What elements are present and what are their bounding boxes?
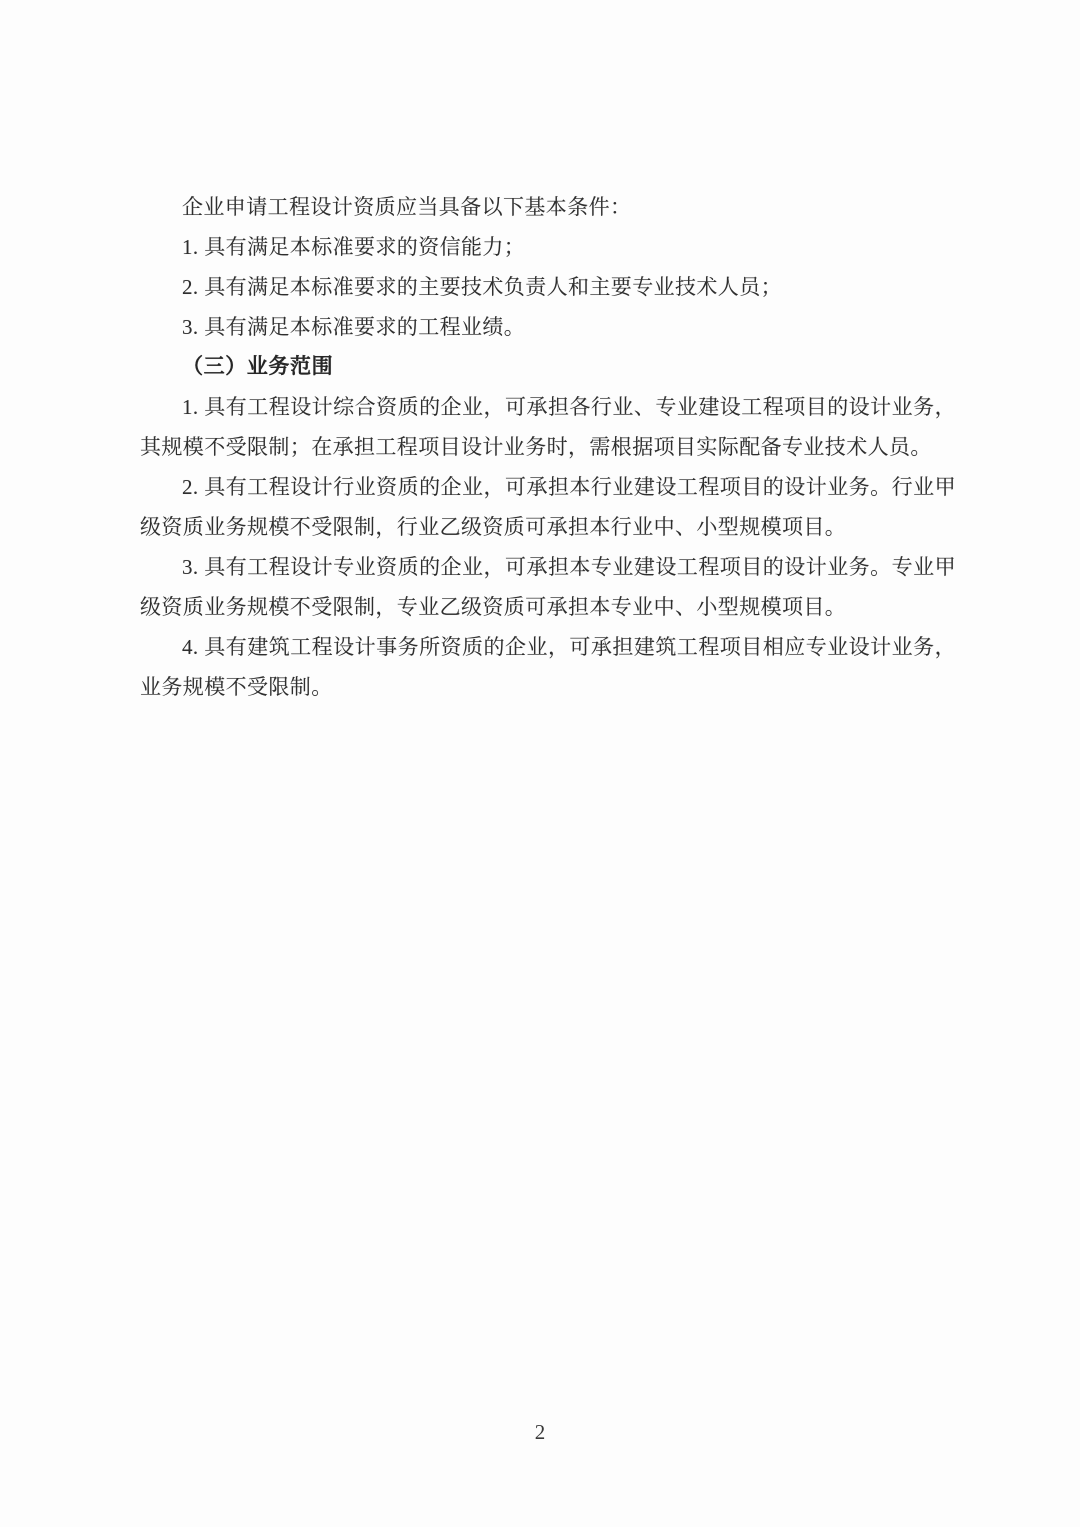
intro-paragraph: 企业申请工程设计资质应当具备以下基本条件： — [182, 195, 632, 219]
basic-condition-item-2: 2. 具有满足本标准要求的主要技术负责人和主要专业技术人员； — [182, 275, 782, 299]
scope-item-4: 4. 具有建筑工程设计事务所资质的企业，可承担建筑工程项目相应专业设计业务，业务规模不受限制。 — [140, 635, 956, 699]
page-number: 2 — [534, 1420, 546, 1444]
scope-item-2: 2. 具有工程设计行业资质的企业，可承担本行业建设工程项目的设计业务。行业甲级资质业务规模不受限制，行业乙级资质可承担本行业中、小型规模项目。 — [140, 475, 956, 539]
scope-item-1: 1. 具有工程设计综合资质的企业，可承担各行业、专业建设工程项目的设计业务，其规模不受限制；在承担工程项目设计业务时，需根据项目实际配备专业技术人员。 — [140, 395, 956, 459]
document-body — [140, 187, 956, 707]
basic-condition-item-3: 3. 具有满足本标准要求的工程业绩。 — [182, 315, 526, 339]
basic-condition-item-1: 1. 具有满足本标准要求的资信能力； — [182, 235, 526, 259]
scope-item-3: 3. 具有工程设计专业资质的企业，可承担本专业建设工程项目的设计业务。专业甲级资质业务规模不受限制，专业乙级资质可承担本专业中、小型规模项目。 — [140, 555, 956, 619]
section-heading-business-scope: （三）业务范围 — [182, 355, 334, 378]
